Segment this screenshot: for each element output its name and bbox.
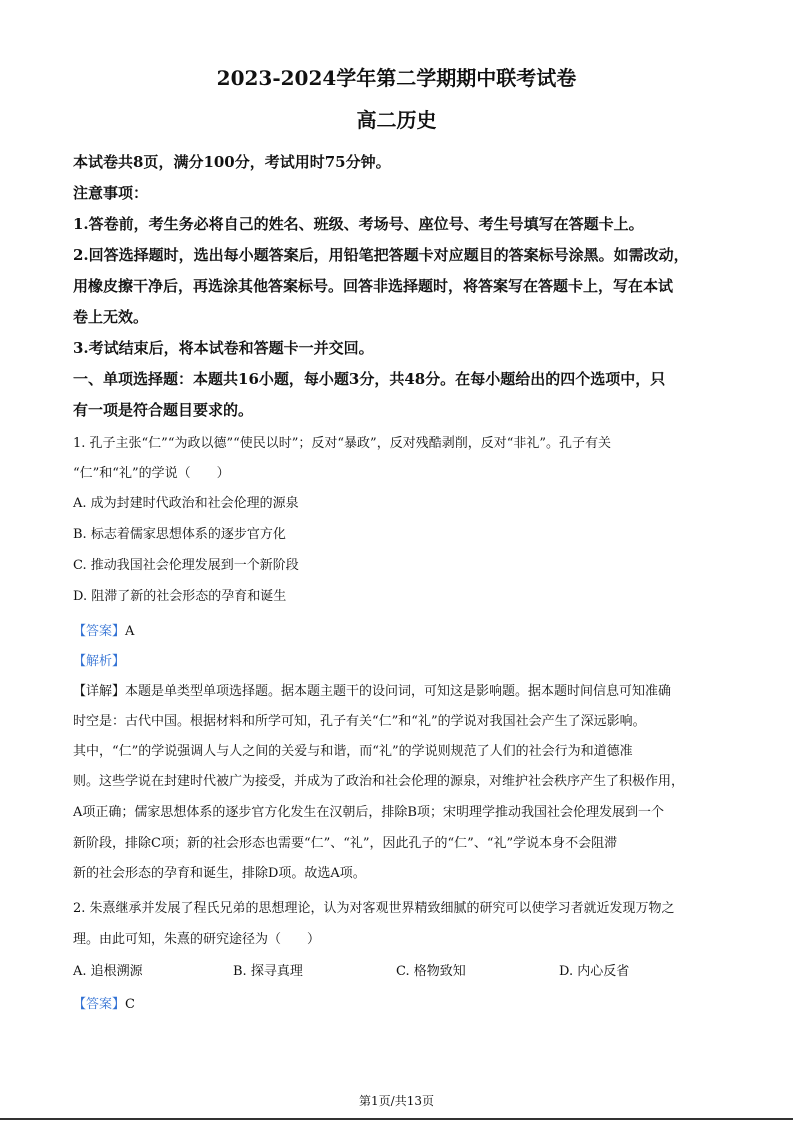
subject-title: 高二历史	[356, 108, 437, 132]
detail-line: 时空是：古代中国。根据材料和所学可知，孔子有关“仁”和“礼”的学说对我国社会产生了深远影响。	[73, 714, 646, 729]
question-2-answer	[73, 993, 135, 1012]
detail-tag: 【详解】	[73, 684, 126, 699]
section-heading: 一、单项选择题：本题共16小题，每小题3分，共48分。在每小题给出的四个选项中，只	[73, 370, 666, 388]
question-1-option-d: D. 阻滞了新的社会形态的孕育和诞生	[73, 589, 287, 604]
section-heading-cont: 有一项是符合题目要求的。	[73, 401, 254, 419]
page-number: 第1页/共13页	[359, 1094, 434, 1108]
intro-text: 本试卷共8页，满分100分，考试用时75分钟。	[73, 153, 391, 171]
notice-line: 1.答卷前，考生务必将自己的姓名、班级、考场号、座位号、考生号填写在答题卡上。	[73, 215, 644, 233]
answer-tag: 【答案】	[73, 624, 126, 639]
notice-line: 3.考试结束后，将本试卷和答题卡一并交回。	[73, 339, 374, 357]
detail-line: A项正确；儒家思想体系的逐步官方化发生在汉朝后，排除B项；宋明理学推动我国社会伦理发展到一个	[73, 805, 664, 820]
question-1-option-a: A. 成为封建时代政治和社会伦理的源泉	[73, 496, 299, 511]
analysis-tag: 【解析】	[73, 654, 126, 669]
detail-text: 本题是单类型单项选择题。据本题主题干的设问词，可知这是影响题。据本题时间信息可知准确	[125, 684, 672, 699]
question-1-stem: 1. 孔子主张“仁”“为政以德”“使民以时”；反对“暴政”，反对残酷剥削，反对“非礼”。孔子有关	[73, 436, 611, 451]
question-1-stem-cont: “仁”和“礼”的学说（ ）	[73, 466, 230, 481]
question-2-stem-cont: 理。由此可知，朱熹的研究途径为（ ）	[73, 932, 321, 947]
notice-line: 用橡皮擦干净后，再选涂其他答案标号。回答非选择题时，将答案写在答题卡上，写在本试	[73, 277, 674, 295]
answer-tag: 【答案】	[73, 997, 126, 1012]
answer-value: C	[125, 997, 135, 1012]
notice-line: 卷上无效。	[73, 308, 149, 326]
question-1-option-b: B. 标志着儒家思想体系的逐步官方化	[73, 527, 286, 542]
detail-line: 新的社会形态的孕育和诞生，排除D项。故选A项。	[73, 866, 366, 881]
question-2-option-a: A. 追根溯源	[73, 964, 143, 979]
detail-line: 新阶段，排除C项；新的社会形态也需要“仁”、“礼”，因此孔子的“仁”、“礼”学说本身不会阻滞	[73, 836, 618, 851]
detail-line: 则。这些学说在封建时代被广为接受，并成为了政治和社会伦理的源泉，对维护社会秩序产生了积极作用，	[73, 774, 685, 789]
question-1-option-c: C. 推动我国社会伦理发展到一个新阶段	[73, 558, 299, 573]
question-2-option-d: D. 内心反省	[559, 964, 630, 979]
notice-line: 2.回答选择题时，选出每小题答案后，用铅笔把答题卡对应题目的答案标号涂黑。如需改动，	[73, 246, 689, 264]
question-2-option-c: C. 格物致知	[396, 964, 466, 979]
question-1-analysis	[73, 650, 125, 669]
exam-title: 2023-2024学年第二学期期中联考试卷	[216, 66, 577, 90]
question-2-option-b: B. 探寻真理	[233, 964, 303, 979]
bottom-rule	[0, 1118, 793, 1120]
answer-value: A	[125, 624, 135, 639]
question-2-stem: 2. 朱熹继承并发展了程氏兄弟的思想理论，认为对客观世界精致细腻的研究可以使学习者就近发现万物之	[73, 901, 675, 916]
notice-heading: 注意事项：	[73, 184, 149, 202]
question-1-answer	[73, 620, 134, 639]
question-1-detail	[73, 680, 671, 699]
detail-line: 其中，“仁”的学说强调人与人之间的关爱与和谐，而“礼”的学说则规范了人们的社会行为和道德准	[73, 744, 633, 759]
